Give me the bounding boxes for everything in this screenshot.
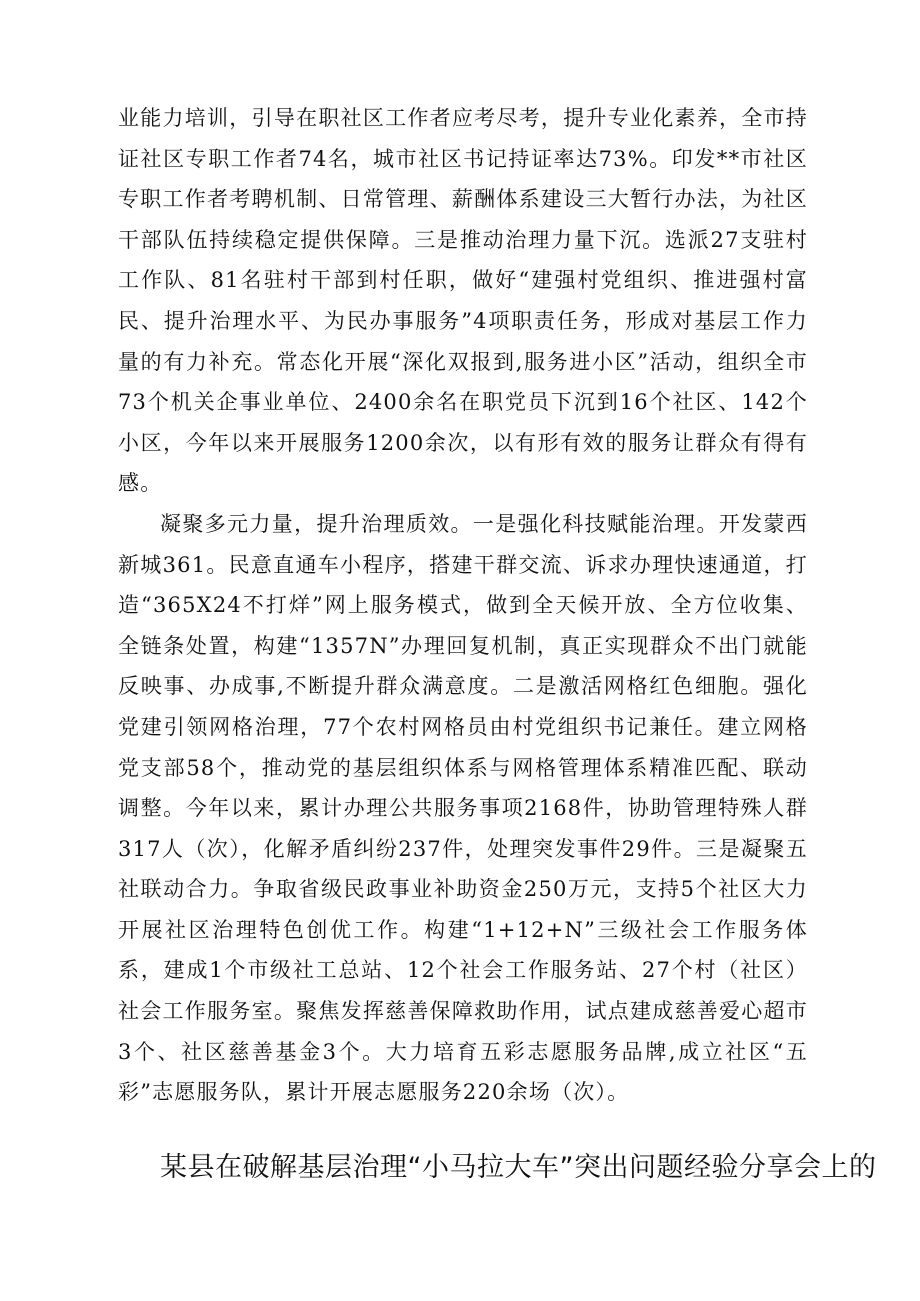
- document-body: [118, 98, 808, 1113]
- paragraph-continued: 业能力培训，引导在职社区工作者应考尽考，提升专业化素养，全市持证社区专职工作者74名，城市社区书记持证率达73%。印发**市社区专职工作者考聘机制、日常管理、薪酬体系建设三大暂行办法，为社区干部队伍持续稳定提供保障。三是推动治理力量下沉。选派27支驻村工作队、81名驻村干部到村任职，做好“建强村党组织、推进强村富民、提升治理水平、为民办事服务”4项职责任务，形成对基层工作力量的有力补充。常态化开展“深化双报到,服务进小区”活动，组织全市73个机关企事业单位、2400余名在职党员下沉到16个社区、142个小区，今年以来开展服务1200余次，以有形有效的服务让群众有得有感。: [118, 106, 808, 496]
- section-heading: 某县在破解基层治理“小马拉大车”突出问题经验分享会上的: [160, 1152, 877, 1183]
- paragraph-governance-efficiency: 凝聚多元力量，提升治理质效。一是强化科技赋能治理。开发蒙西新城361。民意直通车小程序，搭建干群交流、诉求办理快速通道，打造“365X24不打烊”网上服务模式，做到全天候开放、全方位收集、全链条处置，构建“1357N”办理回复机制，真正实现群众不出门就能反映事、办成事,不断提升群众满意度。二是激活网格红色细胞。强化党建引领网格治理，77个农村网格员由村党组织书记兼任。建立网格党支部58个，推动党的基层组织体系与网格管理体系精准匹配、联动调整。今年以来，累计办理公共服务事项2168件，协助管理特殊人群317人（次），化解矛盾纠纷237件，处理突发事件29件。三是凝聚五社联动合力。争取省级民政事业补助资金250万元，支持5个社区大力开展社区治理特色创优工作。构建“1+12+N”三级社会工作服务体系，建成1个市级社工总站、12个社会工作服务站、27个村（社区）社会工作服务室。聚焦发挥慈善保障救助作用，试点建成慈善爱心超市3个、社区慈善基金3个。大力培育五彩志愿服务品牌,成立社区“五彩”志愿服务队，累计开展志愿服务220余场（次）。: [118, 511, 808, 1105]
